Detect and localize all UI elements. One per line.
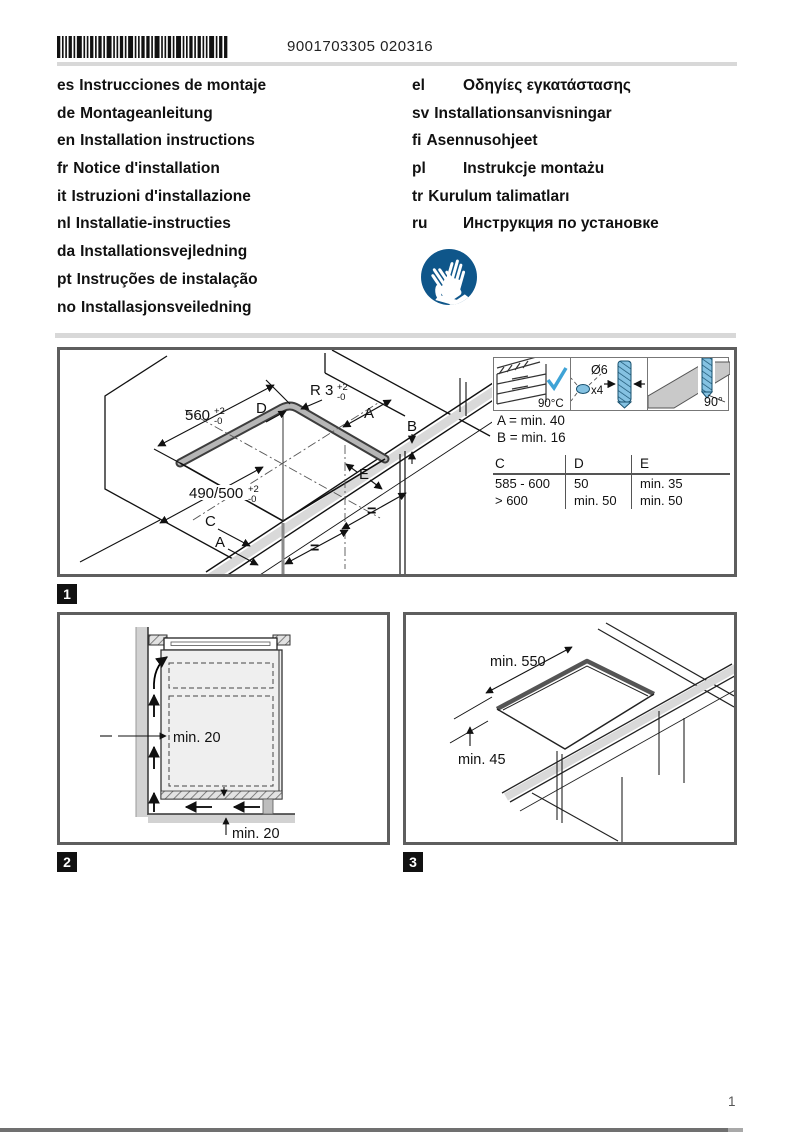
bottom-gap-label: min. 20 [232, 826, 280, 842]
equals-mark-2: = [367, 503, 377, 520]
dim-490-tol-plus: +2 [248, 484, 259, 495]
language-name: Instrukcje montażu [463, 160, 605, 178]
section-divider [55, 333, 736, 338]
front-distance-label: min. 45 [458, 752, 506, 768]
dim-a-bottom-label: A [215, 534, 226, 551]
figure1-inset-panels [493, 357, 729, 411]
language-column-left [57, 72, 407, 321]
dim-r3-label: R 3 [310, 382, 334, 399]
language-code: fi [412, 132, 422, 150]
language-code: sv [412, 104, 430, 122]
figure2-badge: 2 [57, 852, 77, 872]
language-name: Installasjonsveiledning [80, 298, 252, 316]
bottom-bar-end [728, 1128, 743, 1132]
note-b: B = min. 16 [497, 430, 566, 445]
note-a: A = min. 40 [497, 413, 565, 428]
figure-3 [403, 612, 737, 845]
side-gap-label: min. 20 [173, 730, 221, 746]
barcode [57, 36, 229, 58]
inset-panel-heat-resistant [494, 358, 571, 410]
language-code: nl [57, 215, 71, 233]
angle-90-label: 90° [704, 395, 723, 409]
language-name: Инструкция по установке [463, 215, 659, 233]
figure3-badge: 3 [403, 852, 423, 872]
cabinet-heat-icon [494, 358, 570, 410]
spec-table-header-row [493, 455, 730, 475]
language-code: da [57, 243, 76, 261]
figure1-badge: 1 [57, 584, 77, 604]
figure2-ventilation-drawing [60, 615, 387, 842]
spec-table [493, 455, 730, 509]
dim-560-tol-minus: -0 [214, 416, 223, 427]
language-code: ru [412, 215, 428, 233]
language-name: Instrucciones de montaje [79, 77, 267, 94]
language-item-es [57, 72, 407, 100]
language-code: tr [412, 187, 424, 205]
language-name: Installationsanvisningar [434, 104, 612, 122]
language-name: Οδηγίες εγκατάστασης [463, 77, 631, 94]
language-code: it [57, 187, 67, 205]
drill-angle-icon [648, 358, 730, 410]
drill-diameter-label: Ø6 [591, 363, 608, 377]
inset-panel-drill-size [571, 358, 648, 410]
language-code: no [57, 298, 76, 316]
language-item-tr [412, 183, 762, 211]
language-name: Kurulum talimatları [428, 187, 570, 205]
language-name: Notice d'installation [73, 160, 220, 178]
dim-560-label: 560 [185, 407, 211, 424]
language-item-pl [412, 155, 762, 183]
header-divider [57, 62, 737, 66]
dim-a-top-label: A [364, 405, 375, 422]
language-name: Istruzioni d'installazione [71, 187, 251, 205]
language-code: fr [57, 160, 69, 178]
spec-table-cell: 585 - 600 [495, 476, 550, 491]
spec-table-cell: min. 50 [565, 492, 631, 509]
dim-490-tol-minus: -0 [248, 494, 257, 505]
figure-2 [57, 612, 390, 845]
language-column-right [412, 72, 762, 238]
drill-diameter-icon [571, 358, 647, 410]
language-item-fr [57, 155, 407, 183]
language-item-de [57, 100, 407, 128]
dim-560-tol-plus: +2 [214, 406, 225, 417]
spec-table-header: C [495, 456, 505, 471]
language-code: el [412, 77, 425, 94]
language-name: Installationsvejledning [80, 243, 248, 261]
equals-mark-1: = [310, 540, 320, 557]
language-item-en [57, 127, 407, 155]
wear-gloves-icon [419, 247, 479, 307]
bottom-bar [0, 1128, 728, 1132]
spec-table-header: E [631, 455, 730, 473]
language-name: Montageanleitung [80, 104, 213, 122]
language-code: pl [412, 160, 426, 178]
figure1-notes [497, 412, 566, 446]
language-item-fi [412, 127, 762, 155]
dim-r3-tol-plus: +2 [337, 382, 348, 393]
language-item-pt [57, 266, 407, 294]
dim-e-label: E [359, 466, 370, 483]
dim-d-label: D [256, 400, 267, 417]
language-item-da [57, 238, 407, 266]
drill-count-label: x4 [591, 385, 604, 397]
language-name: Installatie-instructies [75, 215, 231, 233]
figure1-cutout-drawing [60, 350, 492, 574]
language-code: es [57, 77, 75, 94]
spec-table-header: D [565, 455, 631, 473]
language-item-sv [412, 100, 762, 128]
dim-b-label: B [407, 418, 418, 435]
language-item-nl [57, 210, 407, 238]
spec-table-cell: min. 50 [631, 492, 730, 509]
inset-panel-drill-angle [648, 358, 730, 410]
language-code: en [57, 132, 76, 150]
dim-r3-tol-minus: -0 [337, 392, 346, 403]
spec-table-cell: 50 [565, 475, 631, 492]
language-item-no [57, 294, 407, 322]
language-name: Instruções de instalação [76, 270, 258, 288]
language-item-el [412, 72, 762, 100]
language-item-it [57, 183, 407, 211]
spec-table-row [493, 492, 730, 509]
document-number: 9001703305 020316 [287, 38, 434, 55]
cutout-width-label: min. 550 [490, 654, 546, 670]
spec-table-row [493, 475, 730, 492]
page-number: 1 [728, 1094, 736, 1109]
spec-table-cell: min. 35 [631, 475, 730, 492]
language-item-ru [412, 210, 762, 238]
dim-c-label: C [205, 513, 216, 530]
temp-90c-label: 90°C [538, 398, 564, 410]
dim-490-label: 490/500 [189, 485, 244, 502]
figure-1 [57, 347, 737, 577]
language-code: pt [57, 270, 72, 288]
figure3-worktop-drawing [406, 615, 734, 842]
language-code: de [57, 104, 76, 122]
language-name: Asennusohjeet [426, 132, 538, 150]
language-name: Installation instructions [80, 132, 255, 150]
spec-table-cell: > 600 [495, 493, 528, 508]
